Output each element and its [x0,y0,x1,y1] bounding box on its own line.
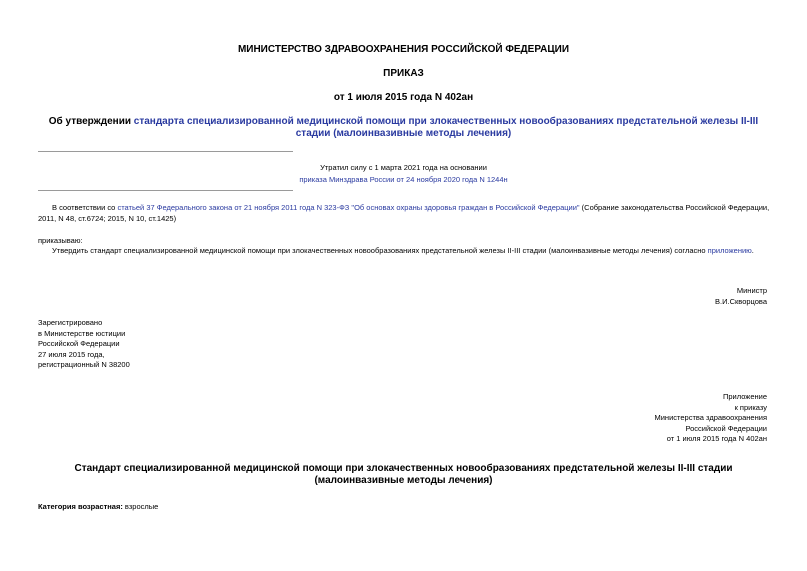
age-category [38,502,158,511]
preamble-prefix: В соответствии со [52,203,118,212]
repeal-order-link[interactable]: приказа Минздрава России от 24 ноября 2020 года N 1244н [299,175,508,184]
appendix-line: от 1 июля 2015 года N 402ан [666,434,767,443]
registration-line: Российской Федерации [38,339,120,348]
registration-block [38,318,130,371]
age-category-value: взрослые [122,502,159,511]
standard-title: Стандарт специализированной медицинской помощи при злокачественных новообразованиях предстательной железы II-III стадии (малоинвазивные методы лечения) [74,463,733,486]
registration-line: в Министерстве юстиции [38,328,126,338]
registration-line: 27 июля 2015 года, [38,349,105,359]
registration-line: Зарегистрировано [38,318,103,327]
appendix-line: Министерства здравоохранения [654,413,767,422]
appendix-line: Приложение [723,392,767,401]
divider-bottom [38,190,293,191]
title-prefix: Об утверждении [48,116,134,127]
ministry-heading: МИНИСТЕРСТВО ЗДРАВООХРАНЕНИЯ РОССИЙСКОЙ ФЕДЕРАЦИИ [237,44,570,55]
title-standard-link[interactable]: стандарта специализированной медицинской помощи при злокачественных новообразованиях предстательной железы II-III стадии (малоинвазивные методы лечения) [133,116,759,139]
appendix-line: к приказу [734,402,767,412]
approve-end: . [751,246,754,255]
law-article-link[interactable]: статьей 37 Федерального закона от 21 ноября 2011 года N 323-ФЗ "Об основах охраны здоровья граждан в Российской Федерации" [117,203,580,212]
order-date: от 1 июля 2015 года N 402ан [333,92,474,103]
signature-block [715,286,767,307]
age-category-label: Категория возрастная: [38,502,123,511]
orders-word: приказываю: [38,236,83,245]
appendix-line: Российской Федерации [685,423,767,433]
divider-top [38,151,293,152]
approve-text: Утвердить стандарт специализированной медицинской помощи при злокачественных новообразованиях предстательной железы II-III стадии (малоинвазивные методы лечения) согласно [52,246,708,255]
status-text: Утратил силу с 1 марта 2021 года на основании [320,163,487,172]
signature-position: Министр [736,286,767,295]
status-link-line [0,175,807,184]
preamble-paragraph [38,203,773,224]
registration-line: регистрационный N 38200 [38,360,130,369]
signature-name: В.И.Скворцова [715,296,767,306]
preamble-suffix: (Собрание законодательства Российской Федерации, 2011, N 48, ст.6724; 2015, N 10, ст.1425) [38,203,770,223]
approve-paragraph [38,246,773,255]
order-heading: ПРИКАЗ [383,68,424,79]
document-title [40,116,767,140]
appendix-link[interactable]: приложению [707,246,752,255]
appendix-block [655,392,768,445]
